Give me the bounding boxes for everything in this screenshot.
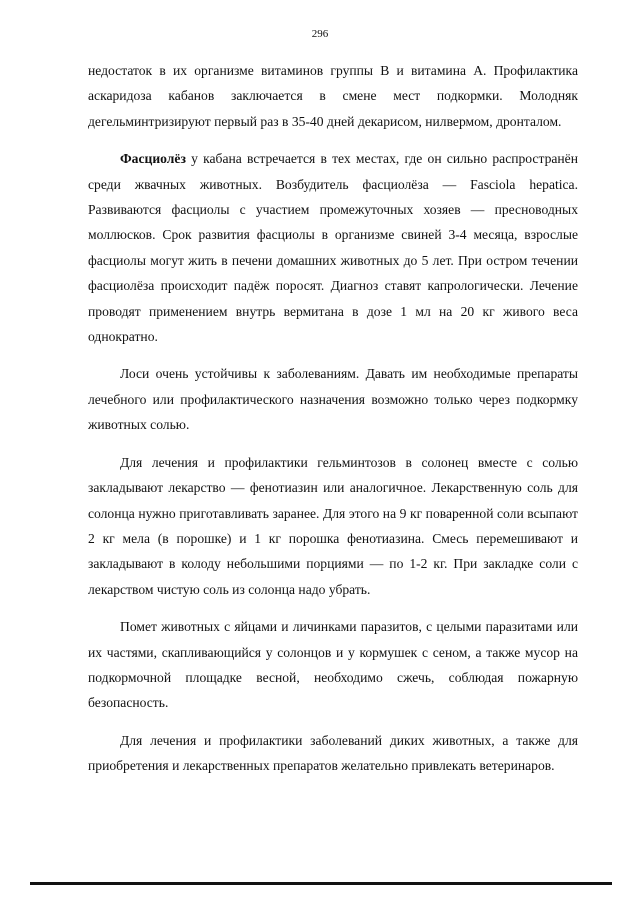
- term-fasciolosis: Фасциолёз: [120, 151, 186, 167]
- paragraph-5: Помет животных с яйцами и личинками паразитов, с целыми паразитами или их частями, скапливающийся у солонцов и у кормушек с сеном, а также мусор на подкормочной площадке весной, необходимо сжечь, соблюдая пожарную безопасность.: [88, 619, 578, 711]
- bottom-rule: [30, 882, 612, 885]
- paragraph-3: Лоси очень устойчивы к заболеваниям. Давать им необходимые препараты лечебного или профилактического назначения возможно только через подкормку животных солью.: [88, 366, 578, 433]
- page-number: 296: [311, 28, 329, 40]
- paragraph-6: Для лечения и профилактики заболеваний диких животных, а также для приобретения и лекарственных препаратов желательно привлекать ветеринаров.: [88, 732, 578, 774]
- paragraph-2: [88, 146, 578, 349]
- paragraph-1: недостаток в их организме витаминов группы В и витамина А. Профилактика аскаридоза кабанов заключается в смене мест подкормки. Молодняк дегельминтризируют первый раз в 35-40 дней декарисом, нилвермом, дронталом.: [88, 63, 578, 129]
- body-text: [88, 58, 578, 791]
- paragraph-2-text: у кабана встречается в тех местах, где он сильно распространён среди жвачных животных. Возбудитель фасциолёза — Fasciola hepatica. Развиваются фасциолы с участием промежуточных хозяев — пресноводных моллюсков. Срок развития фасциолы в организме свиней 3-4 месяца, взрослые фасциолы могут жить в печени домашних животных до 5 лет. При остром течении фасциолёза происходит падёж поросят. Диагноз ставят капрологически. Лечение проводят применением внутрь вермитана в дозе 1 мл на 20 кг живого веса однократно.: [88, 151, 578, 345]
- paragraph-4: Для лечения и профилактики гельминтозов в солонец вместе с солью закладывают лекарство — фенотиазин или аналогичное. Лекарственную соль для солонца нужно приготавливать заранее. Для этого на 9 кг поваренной соли всыпают 2 кг мела (в порошке) и 1 кг порошка фенотиазина. Смесь перемешивают и закладывают в колоду небольшими порциями — по 1-2 кг. При закладке соли с лекарством чистую соль из солонца надо убрать.: [88, 454, 578, 597]
